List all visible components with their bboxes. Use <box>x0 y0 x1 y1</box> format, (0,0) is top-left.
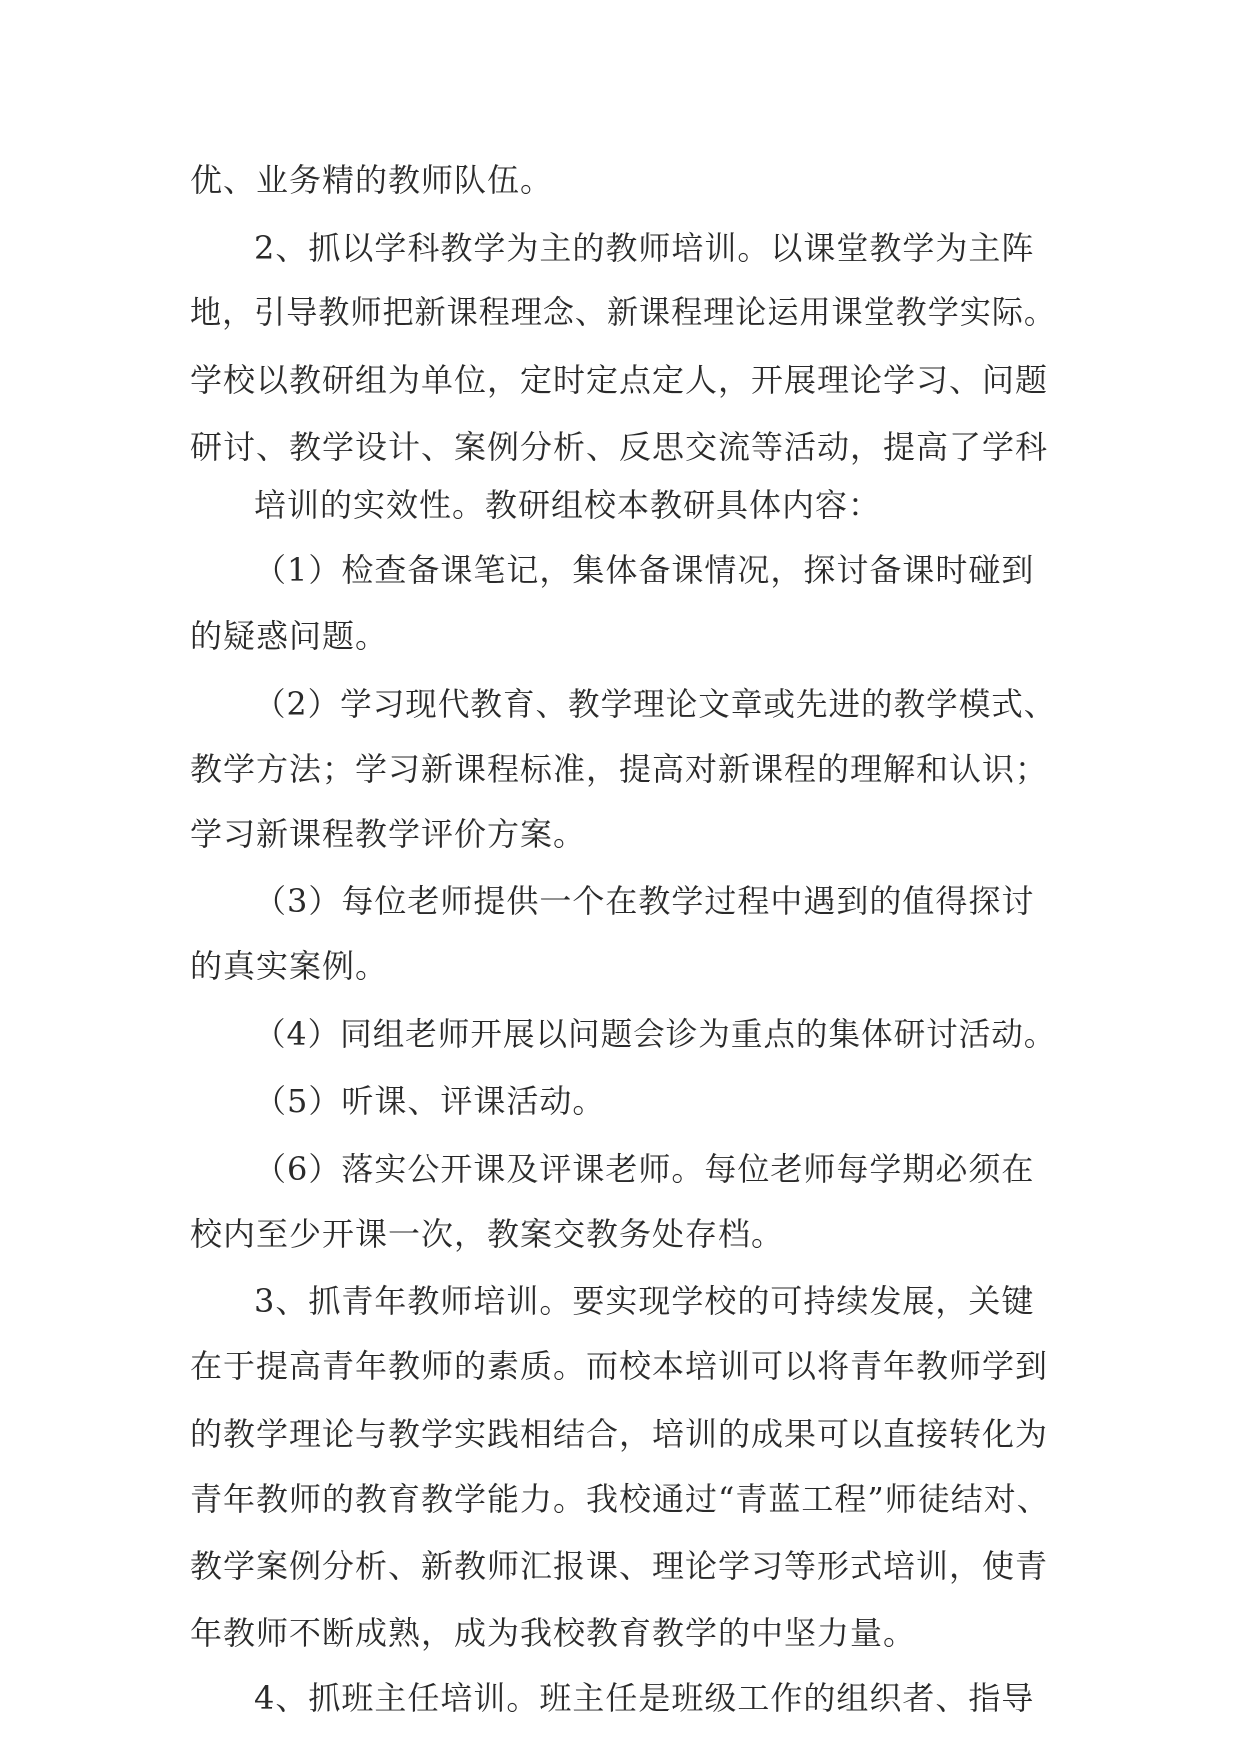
text-line: 学校以教研组为单位，定时定点定人，开展理论学习、问题 <box>190 361 1049 399</box>
text-line: （5）听课、评课活动。 <box>254 1082 606 1120</box>
text-line: 的疑惑问题。 <box>190 617 389 655</box>
text-line: （6）落实公开课及评课老师。每位老师每学期必须在 <box>254 1150 1035 1188</box>
text-line: 青年教师的教育教学能力。我校通过“青蓝工程”师徒结对、 <box>190 1480 1050 1518</box>
text-line: 2、抓以学科教学为主的教师培训。以课堂教学为主阵 <box>254 229 1035 267</box>
text-line: 教学案例分析、新教师汇报课、理论学习等形式培训，使青 <box>190 1547 1049 1585</box>
text-line: 年教师不断成熟，成为我校教育教学的中坚力量。 <box>190 1614 917 1652</box>
text-line: 4、抓班主任培训。班主任是班级工作的组织者、指导 <box>254 1679 1035 1717</box>
text-line: （2）学习现代教育、教学理论文章或先进的教学模式、 <box>254 685 1057 723</box>
text-line: 的教学理论与教学实践相结合，培训的成果可以直接转化为 <box>190 1415 1049 1453</box>
text-line: 学习新课程教学评价方案。 <box>190 815 587 853</box>
text-line: 地，引导教师把新课程理念、新课程理论运用课堂教学实际。 <box>190 293 1057 331</box>
text-line: （3）每位老师提供一个在教学过程中遇到的值得探讨 <box>254 882 1035 920</box>
text-line: 校内至少开课一次，教案交教务处存档。 <box>190 1215 785 1253</box>
text-line: 3、抓青年教师培训。要实现学校的可持续发展，关键 <box>254 1282 1035 1320</box>
text-line: 培训的实效性。教研组校本教研具体内容： <box>254 486 882 524</box>
text-line: 在于提高青年教师的素质。而校本培训可以将青年教师学到 <box>190 1347 1049 1385</box>
text-line: （4）同组老师开展以问题会诊为重点的集体研讨活动。 <box>254 1015 1057 1053</box>
text-line: （1）检查备课笔记，集体备课情况，探讨备课时碰到 <box>254 551 1035 589</box>
text-line: 研讨、教学设计、案例分析、反思交流等活动，提高了学科 <box>190 428 1049 466</box>
text-line: 教学方法；学习新课程标准，提高对新课程的理解和认识； <box>190 750 1049 788</box>
text-line: 优、业务精的教师队伍。 <box>190 161 554 199</box>
text-line: 的真实案例。 <box>190 947 389 985</box>
